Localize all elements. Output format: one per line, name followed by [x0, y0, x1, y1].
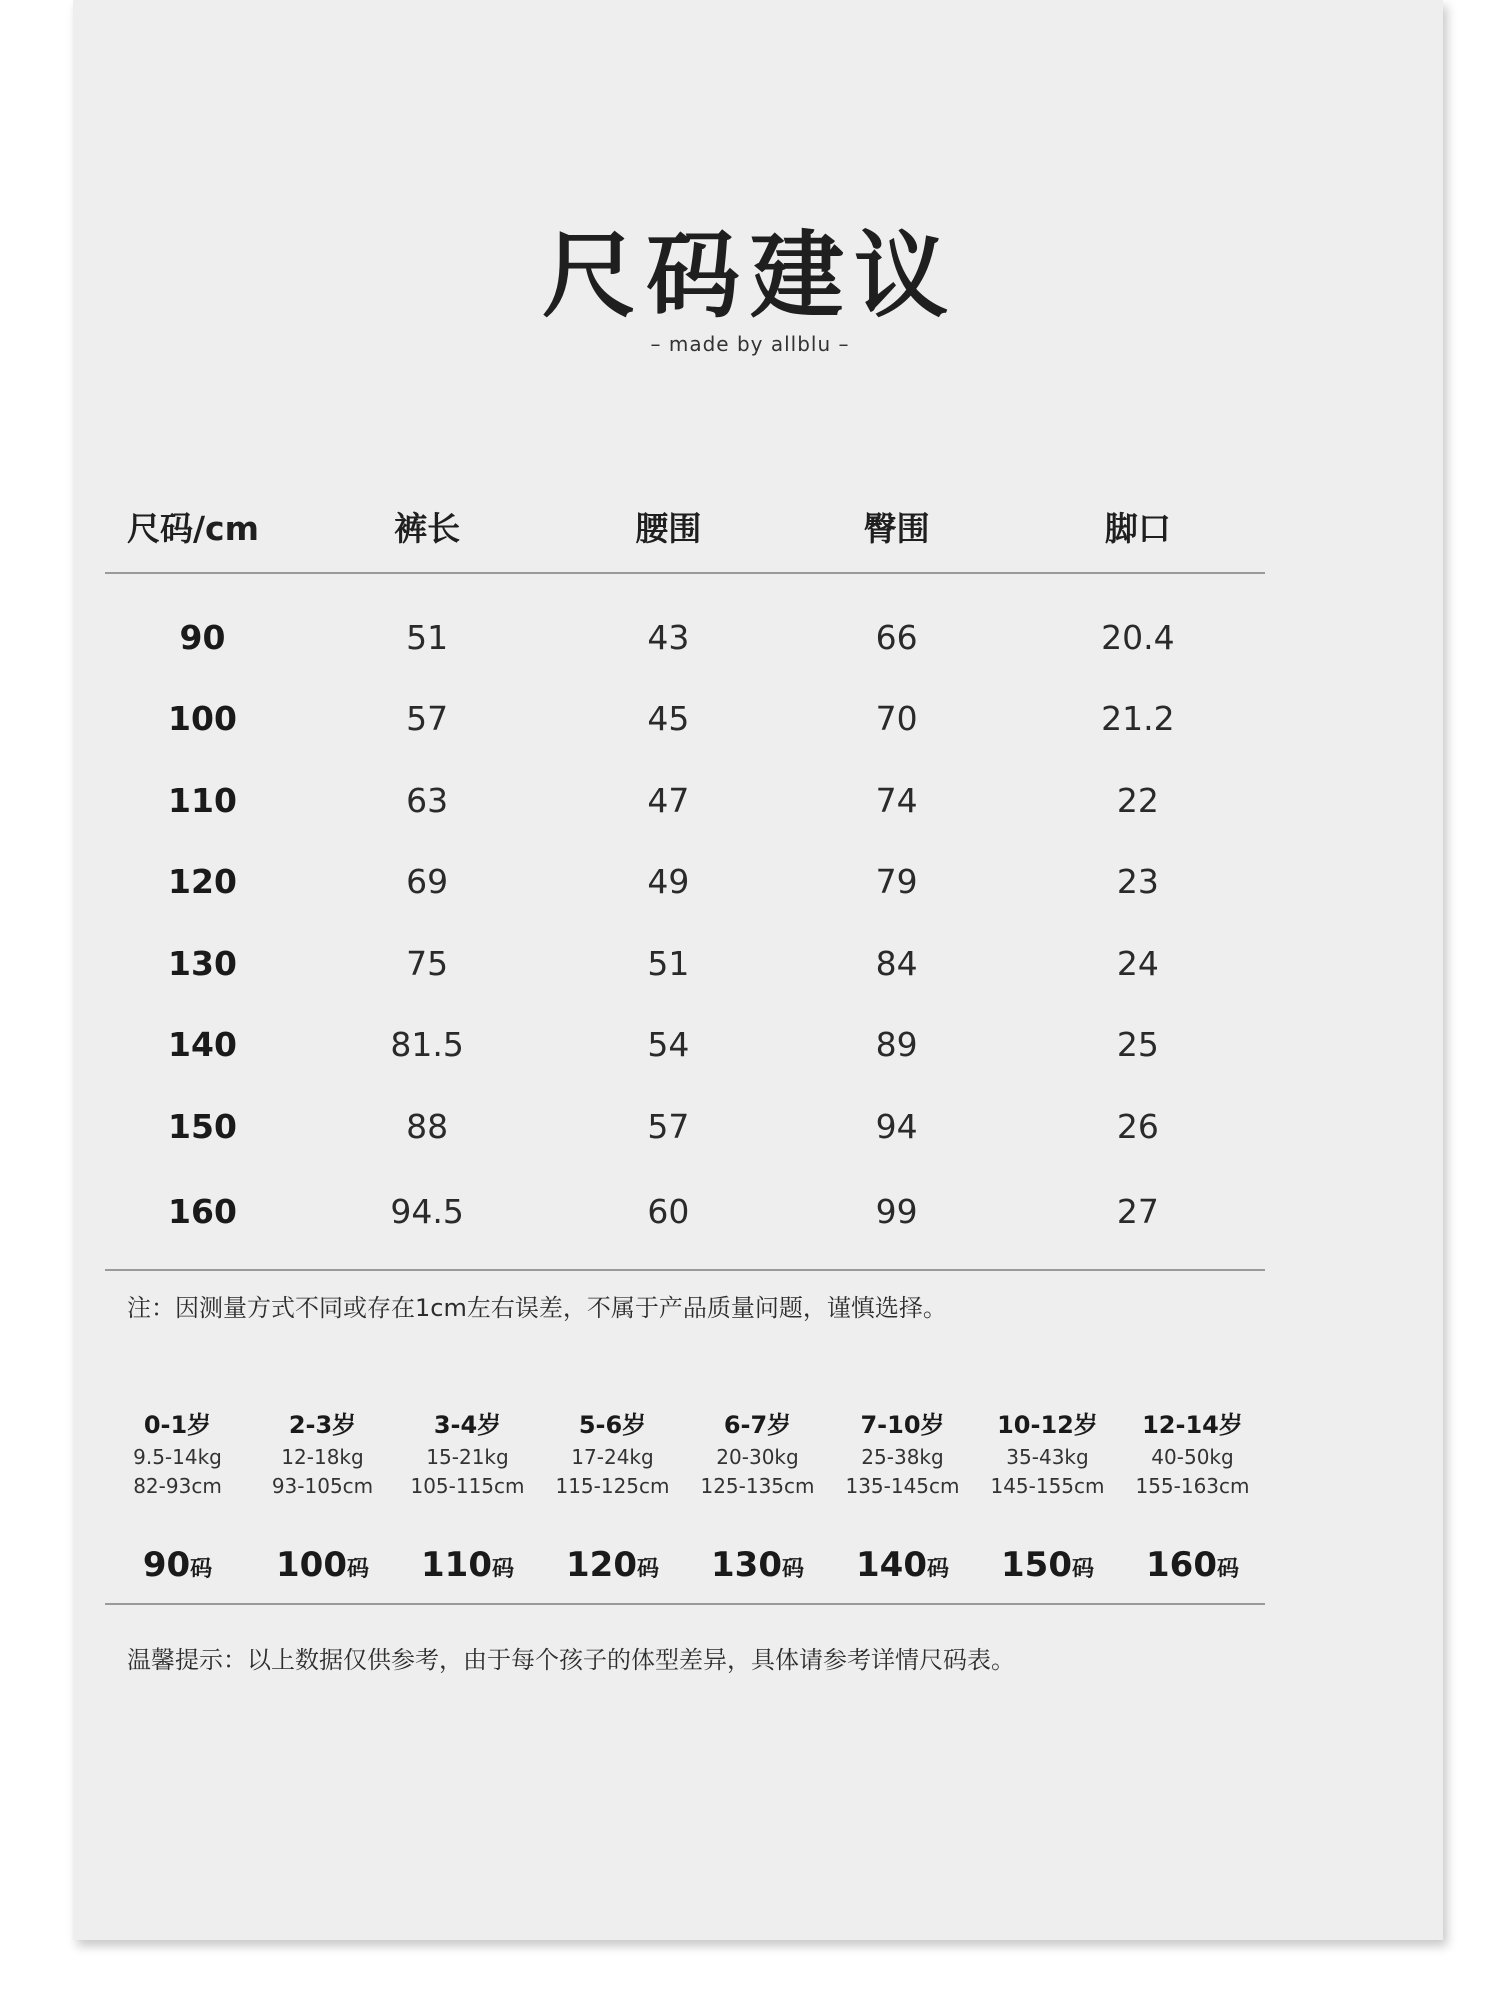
measurement-cell: 22 — [1116, 780, 1159, 820]
weight-range: 25-38kg — [861, 1445, 944, 1469]
table-header-row — [105, 480, 1265, 573]
measurement-cell: 84 — [875, 943, 918, 983]
size-cell: 160 — [105, 1167, 300, 1270]
size-number: 110 — [421, 1545, 492, 1585]
page-title: 尺码建议 — [541, 222, 958, 331]
age-label: 2-3岁 — [288, 1411, 357, 1439]
size-cell: 140 — [168, 1025, 237, 1065]
age-column — [975, 1405, 1120, 1501]
age-column — [540, 1405, 685, 1501]
measurement-cell: 89 — [875, 1025, 918, 1065]
recommended-size — [685, 1527, 830, 1603]
recommended-size — [1120, 1527, 1265, 1603]
size-number: 90 — [142, 1545, 191, 1585]
size-cell: 130 — [168, 943, 237, 983]
measurement-cell: 23 — [1116, 862, 1159, 902]
size-unit: 码 — [781, 1557, 804, 1582]
age-label: 5-6岁 — [578, 1411, 647, 1439]
measurement-cell: 49 — [647, 862, 690, 902]
age-column — [1120, 1405, 1265, 1501]
measurement-cell: 74 — [875, 780, 918, 820]
height-range: 115-125cm — [555, 1474, 670, 1498]
size-number: 130 — [711, 1545, 782, 1585]
recommended-size — [105, 1527, 250, 1603]
page-subtitle: – made by allblu – — [650, 332, 850, 356]
table-row — [105, 923, 1265, 1005]
height-range: 125-135cm — [700, 1474, 815, 1498]
header-pants-length: 裤长 — [300, 480, 554, 573]
measurement-cell: 75 — [406, 943, 449, 983]
header-leg-opening: 脚口 — [1011, 480, 1265, 573]
size-unit: 码 — [1071, 1557, 1094, 1582]
measurement-cell: 66 — [875, 617, 918, 657]
measurement-cell: 88 — [406, 1106, 449, 1146]
recommended-size — [395, 1527, 540, 1603]
size-unit: 码 — [636, 1557, 659, 1582]
header-hip: 臀围 — [782, 480, 1010, 573]
size-number: 100 — [276, 1545, 347, 1585]
age-column — [685, 1405, 830, 1501]
recommended-size — [975, 1527, 1120, 1603]
size-recommendation-row — [105, 1527, 1265, 1605]
measurement-cell: 57 — [647, 1106, 690, 1146]
measurement-cell: 81.5 — [390, 1025, 464, 1065]
measurement-cell: 51 — [647, 943, 690, 983]
header-size: 尺码/cm — [105, 480, 300, 573]
measurement-cell: 54 — [647, 1025, 690, 1065]
age-label: 10-12岁 — [997, 1411, 1098, 1439]
weight-range: 35-43kg — [1006, 1445, 1089, 1469]
measurement-cell: 47 — [647, 780, 690, 820]
table-row — [105, 1086, 1265, 1168]
table-row — [105, 841, 1265, 923]
size-number: 120 — [566, 1545, 637, 1585]
age-guide — [105, 1405, 1265, 1501]
measurement-cell: 57 — [406, 699, 449, 739]
size-cell: 150 — [168, 1106, 237, 1146]
measurement-note: 注：因测量方式不同或存在1cm左右误差，不属于产品质量问题，谨慎选择。 — [127, 1294, 947, 1322]
age-label: 3-4岁 — [433, 1411, 502, 1439]
size-table — [105, 480, 1265, 1271]
height-range: 135-145cm — [845, 1474, 960, 1498]
table-row — [105, 1004, 1265, 1086]
age-label: 6-7岁 — [723, 1411, 792, 1439]
weight-range: 17-24kg — [571, 1445, 654, 1469]
height-range: 105-115cm — [410, 1474, 525, 1498]
measurement-cell: 99 — [782, 1167, 1010, 1270]
age-label: 7-10岁 — [860, 1411, 945, 1439]
size-cell: 100 — [168, 699, 237, 739]
size-number: 140 — [856, 1545, 927, 1585]
size-unit: 码 — [190, 1557, 213, 1582]
measurement-cell: 24 — [1116, 943, 1159, 983]
weight-range: 9.5-14kg — [133, 1445, 222, 1469]
table-row — [105, 573, 1265, 678]
size-cell: 90 — [179, 617, 226, 657]
age-column — [830, 1405, 975, 1501]
size-unit: 码 — [1216, 1557, 1239, 1582]
measurement-cell: 70 — [875, 699, 918, 739]
measurement-cell: 94 — [875, 1106, 918, 1146]
size-number: 160 — [1146, 1545, 1217, 1585]
measurement-cell: 60 — [554, 1167, 782, 1270]
measurement-cell: 51 — [406, 617, 449, 657]
age-label: 12-14岁 — [1142, 1411, 1243, 1439]
age-column — [250, 1405, 395, 1501]
measurement-cell: 94.5 — [300, 1167, 554, 1270]
header-waist: 腰围 — [554, 480, 782, 573]
table-row — [105, 760, 1265, 842]
age-column — [395, 1405, 540, 1501]
measurement-cell: 27 — [1011, 1167, 1265, 1270]
measurement-cell: 45 — [647, 699, 690, 739]
size-unit: 码 — [346, 1557, 369, 1582]
weight-range: 15-21kg — [426, 1445, 509, 1469]
size-cell: 110 — [168, 780, 237, 820]
size-cell: 120 — [168, 862, 237, 902]
height-range: 155-163cm — [1135, 1474, 1250, 1498]
measurement-cell: 25 — [1116, 1025, 1159, 1065]
table-row — [105, 1167, 1265, 1270]
table-row — [105, 678, 1265, 760]
measurement-cell: 20.4 — [1101, 617, 1175, 657]
size-unit: 码 — [926, 1557, 949, 1582]
measurement-cell: 69 — [406, 862, 449, 902]
measurement-cell: 63 — [406, 780, 449, 820]
size-unit: 码 — [491, 1557, 514, 1582]
height-range: 93-105cm — [271, 1474, 374, 1498]
measurement-cell: 21.2 — [1101, 699, 1175, 739]
measurement-cell: 79 — [875, 862, 918, 902]
recommended-size — [540, 1527, 685, 1603]
height-range: 82-93cm — [133, 1474, 222, 1498]
age-column — [105, 1405, 250, 1501]
recommended-size — [830, 1527, 975, 1603]
height-range: 145-155cm — [990, 1474, 1105, 1498]
age-label: 0-1岁 — [143, 1411, 212, 1439]
measurement-cell: 26 — [1116, 1106, 1159, 1146]
weight-range: 40-50kg — [1151, 1445, 1234, 1469]
measurement-cell: 43 — [647, 617, 690, 657]
weight-range: 20-30kg — [716, 1445, 799, 1469]
recommended-size — [250, 1527, 395, 1603]
warm-tip: 温馨提示：以上数据仅供参考，由于每个孩子的体型差异，具体请参考详情尺码表。 — [127, 1646, 1015, 1674]
weight-range: 12-18kg — [281, 1445, 364, 1469]
size-number: 150 — [1001, 1545, 1072, 1585]
